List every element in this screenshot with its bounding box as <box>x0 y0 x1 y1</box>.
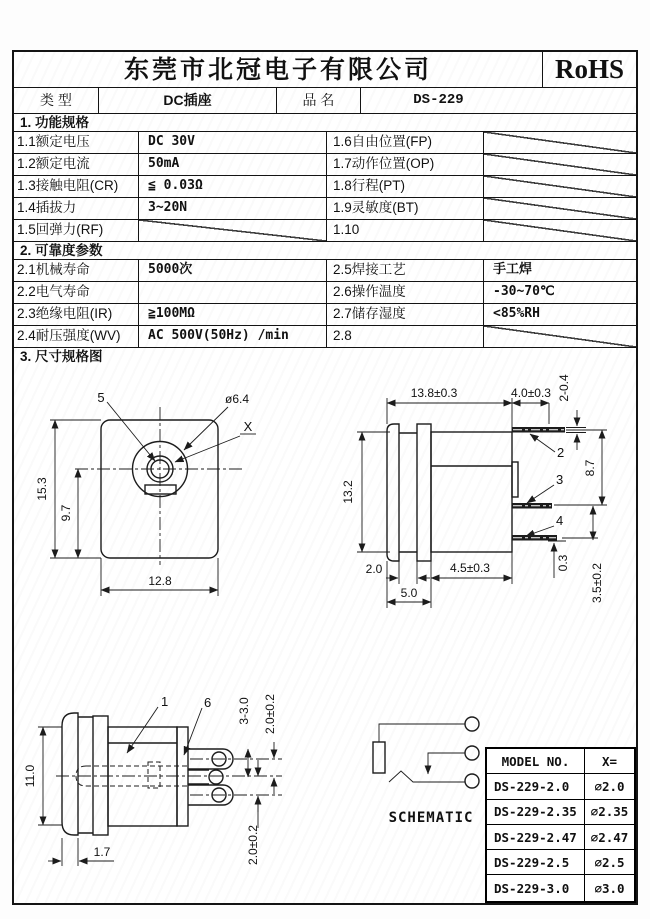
front-diameter-label: ø6.4 <box>224 392 250 406</box>
model-x-value: ∅3.0 <box>594 880 625 896</box>
spec-row-2-4 <box>14 326 636 348</box>
spec-2-4-label: 2.4耐压强度(WV) <box>14 326 139 347</box>
spec-1-10-value <box>484 220 636 241</box>
dimension-drawing-area <box>14 366 636 903</box>
spec-1-3-value: ≦ 0.03Ω <box>139 176 327 197</box>
section2-title: 2. 可靠度参数 <box>14 242 636 260</box>
spec-1-9-label: 1.9灵敏度(BT) <box>327 198 484 219</box>
side-pin4-callout: 4 <box>556 513 564 528</box>
model-row-3 <box>487 825 634 850</box>
front-view <box>35 390 256 596</box>
spec-row-1-4 <box>14 198 636 220</box>
side-body-depth-dim: 4.5±0.3 <box>450 561 490 575</box>
front-center-height-dim: 9.7 <box>59 504 73 522</box>
spec-2-1-value: 5000次 <box>139 260 327 281</box>
side-flange-width-dim: 5.0 <box>400 586 418 600</box>
spec-1-6-label: 1.6自由位置(FP) <box>327 132 484 153</box>
side-pin-offset-dim: 3.5±0.2 <box>590 563 604 603</box>
product-row <box>14 88 636 114</box>
spec-1-7-label: 1.7动作位置(OP) <box>327 154 484 175</box>
model-x-value: ∅2.35 <box>590 804 629 820</box>
spec-row-2-3 <box>14 304 636 326</box>
spec-row-1-2 <box>14 154 636 176</box>
top-view <box>23 694 282 866</box>
top-flange-thickness-dim: 1.7 <box>93 845 111 859</box>
spec-row-2-2 <box>14 282 636 304</box>
spec-2-7-label: 2.7储存湿度 <box>327 304 484 325</box>
spec-1-6-value <box>484 132 636 153</box>
spec-1-8-label: 1.8行程(PT) <box>327 176 484 197</box>
model-table-header <box>487 749 634 774</box>
spec-2-4-value: AC 500V(50Hz) /min <box>139 326 327 347</box>
spec-1-2-value: 50mA <box>139 154 327 175</box>
spec-1-4-value: 3~20N <box>139 198 327 219</box>
spec-1-2-label: 1.2额定电流 <box>14 154 139 175</box>
model-row-1 <box>487 774 634 799</box>
top-pitch-top-dim: 2.0±0.2 <box>263 694 277 734</box>
datasheet-page <box>12 50 638 905</box>
spec-2-3-label: 2.3绝缘电阻(IR) <box>14 304 139 325</box>
side-pin-span-dim: 8.7 <box>583 459 597 477</box>
side-view <box>341 374 607 608</box>
front-x-callout: X <box>243 419 253 434</box>
side-pin-length-dim: 4.0±0.3 <box>511 386 551 400</box>
model-name: DS-229-2.35 <box>487 800 585 824</box>
spec-1-1-value: DC 30V <box>139 132 327 153</box>
spec-row-1-5 <box>14 220 636 242</box>
top-callout-6: 6 <box>204 695 212 710</box>
model-x-value: ∅2.47 <box>590 829 629 845</box>
model-table <box>485 747 636 903</box>
top-callout-1: 1 <box>161 694 169 709</box>
model-row-5 <box>487 875 634 900</box>
spec-2-3-value: ≧100MΩ <box>139 304 327 325</box>
spec-2-8-label: 2.8 <box>327 326 484 347</box>
spec-1-5-value <box>139 220 327 241</box>
spec-1-8-value <box>484 176 636 197</box>
title-bar <box>14 52 636 88</box>
model-name: DS-229-2.0 <box>487 774 585 798</box>
schematic <box>373 717 479 826</box>
front-height-dim: 15.3 <box>35 477 49 501</box>
side-pin3-callout: 3 <box>556 472 564 487</box>
model-row-4 <box>487 850 634 875</box>
side-pin-thickness-dim: 0.3 <box>556 554 570 572</box>
rohs-badge: RoHS <box>542 52 636 87</box>
type-value: DC插座 <box>99 88 277 113</box>
spec-1-9-value <box>484 198 636 219</box>
section1-title: 1. 功能规格 <box>14 114 636 132</box>
top-holes-dim: 3-3.0 <box>237 697 251 725</box>
spec-1-3-label: 1.3接触电阻(CR) <box>14 176 139 197</box>
spec-1-10-label: 1.10 <box>327 220 484 241</box>
spec-1-1-label: 1.1额定电压 <box>14 132 139 153</box>
spec-1-4-label: 1.4插拔力 <box>14 198 139 219</box>
model-x-value: ∅2.5 <box>594 854 625 870</box>
company-title: 东莞市北冠电子有限公司 <box>123 55 432 84</box>
spec-row-1-3 <box>14 176 636 198</box>
spec-2-1-label: 2.1机械寿命 <box>14 260 139 281</box>
section3-title: 3. 尺寸规格图 <box>20 349 103 364</box>
front-callout-5: 5 <box>97 390 105 405</box>
spec-2-7-value: <85%RH <box>493 306 540 321</box>
spec-row-2-1 <box>14 260 636 282</box>
top-height-dim: 11.0 <box>23 764 37 788</box>
model-x-value: ∅2.0 <box>594 778 625 794</box>
front-width-dim: 12.8 <box>148 574 172 588</box>
x-col-header: X= <box>601 753 618 769</box>
side-pin2-callout: 2 <box>557 445 565 460</box>
schematic-label: SCHEMATIC <box>388 810 474 826</box>
side-width-dim: 13.8±0.3 <box>410 386 458 400</box>
spec-2-2-label: 2.2电气寿命 <box>14 282 139 303</box>
spec-1-7-value <box>484 154 636 175</box>
spec-2-2-value <box>139 282 327 303</box>
side-height-dim: 13.2 <box>341 480 355 504</box>
name-label: 品 名 <box>277 88 361 113</box>
spec-2-5-label: 2.5焊接工艺 <box>327 260 484 281</box>
model-name: DS-229-3.0 <box>487 875 585 900</box>
spec-2-8-value <box>484 326 636 347</box>
spec-2-5-value: 手工焊 <box>493 262 533 277</box>
spec-2-6-value: -30~70℃ <box>493 284 555 299</box>
model-col-header: MODEL NO. <box>487 749 585 773</box>
name-value: DS-229 <box>413 92 464 108</box>
side-pin-width-dim: 2-0.4 <box>557 374 571 402</box>
model-name: DS-229-2.5 <box>487 850 585 874</box>
top-pitch-bottom-dim: 2.0±0.2 <box>246 825 260 865</box>
model-name: DS-229-2.47 <box>487 825 585 849</box>
model-row-2 <box>487 800 634 825</box>
spec-1-5-label: 1.5回弹力(RF) <box>14 220 139 241</box>
spec-row-1-1 <box>14 132 636 154</box>
side-gap-dim: 2.0 <box>365 562 383 576</box>
spec-2-6-label: 2.6操作温度 <box>327 282 484 303</box>
type-label: 类 型 <box>14 88 99 113</box>
